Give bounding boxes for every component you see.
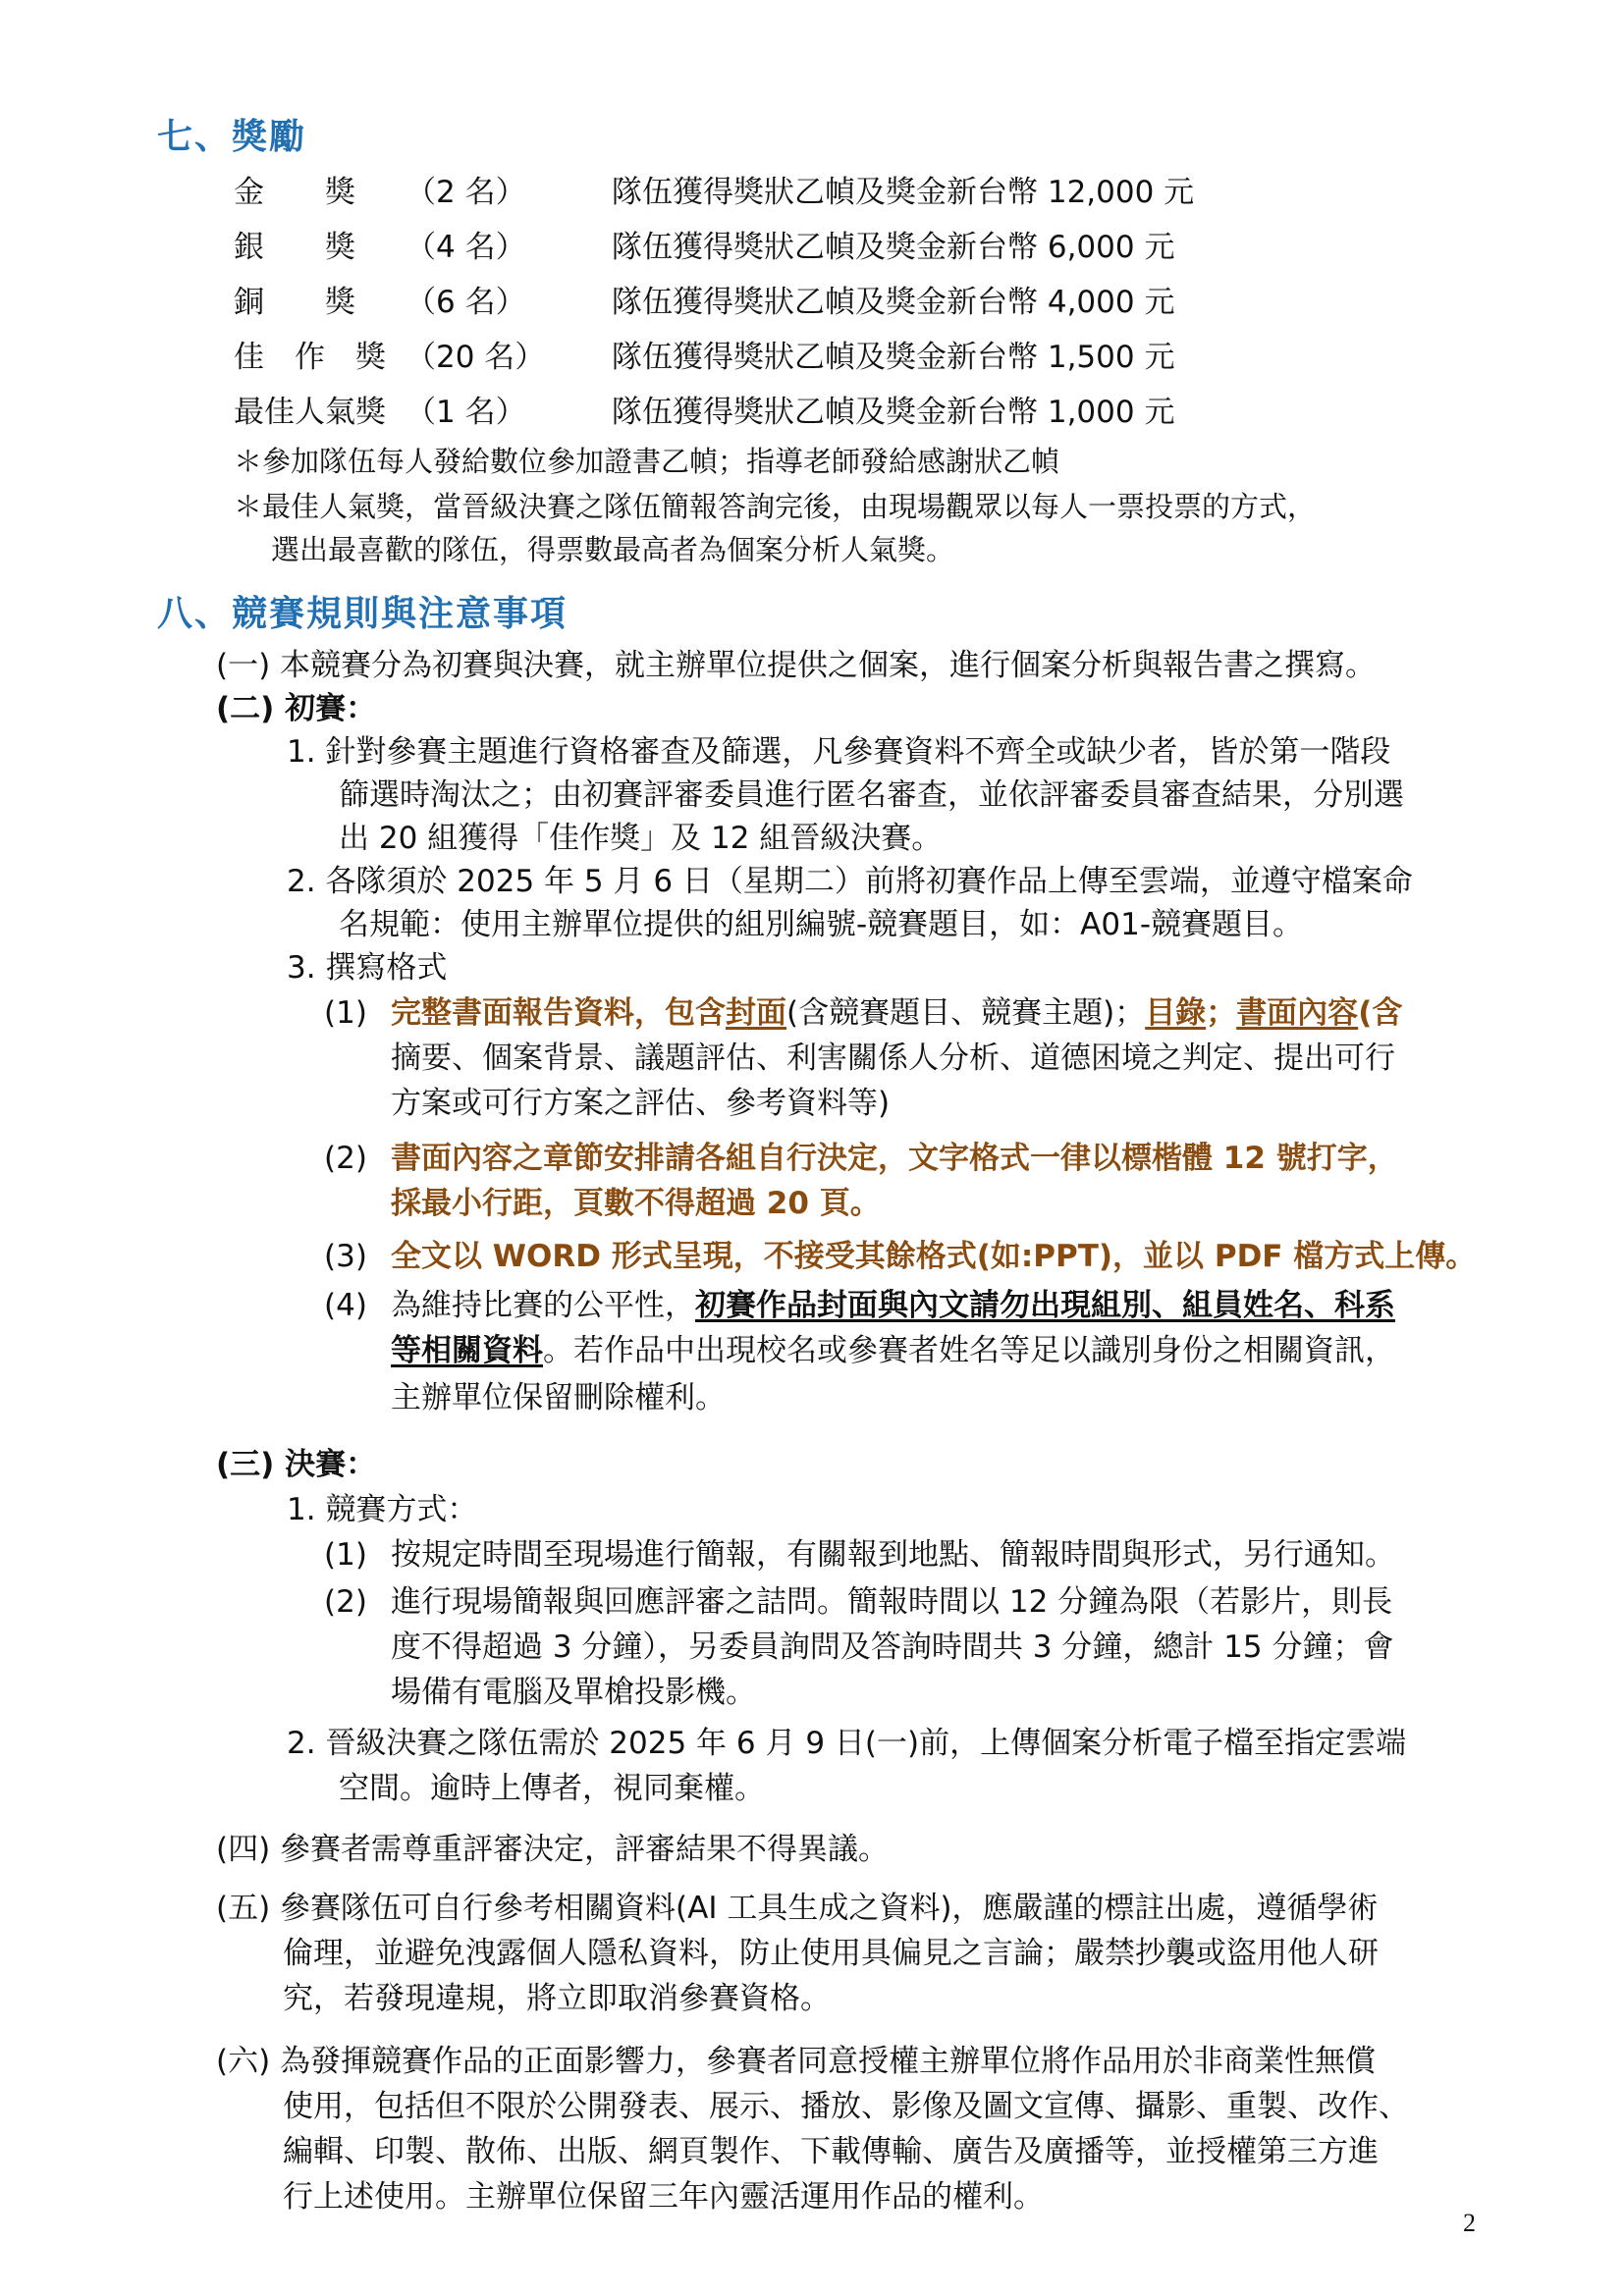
format-1-line-1 xyxy=(391,993,1402,1033)
award-name: 銀 獎 xyxy=(234,230,355,265)
rule-3-item-1: 1. 競賽方式： xyxy=(287,1492,478,1527)
award-note-1: ＊參加隊伍每人發給數位參加證書乙幀；指導老師發給感謝狀乙幀 xyxy=(234,445,1060,478)
rule-6-line-3: 編輯、印製、散佈、出版、網頁製作、下載傳輸、廣告及廣播等，並授權第三方進 xyxy=(283,2134,1379,2169)
format-1-line-3: 方案或可行方案之評估、參考資料等) xyxy=(391,1086,891,1121)
format-1-number: (1) xyxy=(324,995,367,1031)
award-desc: 隊伍獲得獎狀乙幀及獎金新台幣 4,000 元 xyxy=(612,285,1175,320)
format-1-text-g: (含 xyxy=(1358,995,1403,1031)
format-4-line-2 xyxy=(391,1331,1395,1370)
format-1-line-2: 摘要、個案背景、議題評估、利害關係人分析、道德困境之判定、提出可行 xyxy=(391,1041,1395,1076)
award-count: （6 名） xyxy=(406,285,526,320)
format-4-text-b: 初賽作品封面與內文請勿出現組別、組員姓名、科系 xyxy=(695,1288,1395,1323)
award-note-2-line-2: 選出最喜歡的隊伍，得票數最高者為個案分析人氣獎。 xyxy=(271,533,955,566)
format-1-text-c: (含競賽題目、競賽主題)； xyxy=(786,995,1146,1031)
format-1-text-e: ； xyxy=(1206,995,1237,1031)
format-4-text-a: 為維持比賽的公平性， xyxy=(391,1288,695,1323)
rule-2-item-1-line-2: 篩選時淘汰之；由初賽評審委員進行匿名審查，並依評審委員審查結果，分別選 xyxy=(339,777,1404,813)
rule-1: (一) 本競賽分為初賽與決賽，就主辦單位提供之個案，進行個案分析與報告書之撰寫。 xyxy=(216,648,1377,683)
section-7-title: 七、獎勵 xyxy=(157,117,307,157)
format-1-cover: 封面 xyxy=(726,995,786,1031)
final-2-line-3: 場備有電腦及單槍投影機。 xyxy=(391,1675,756,1710)
format-4-line-1 xyxy=(391,1286,1395,1325)
rule-6-line-2: 使用，包括但不限於公開發表、展示、播放、影像及圖文宣傳、攝影、重製、改作、 xyxy=(283,2089,1409,2124)
award-desc: 隊伍獲得獎狀乙幀及獎金新台幣 6,000 元 xyxy=(612,230,1175,265)
section-8-title: 八、競賽規則與注意事項 xyxy=(157,594,568,634)
rule-2-item-1-line-1: 1. 針對參賽主題進行資格審查及篩選，凡參賽資料不齊全或缺少者，皆於第一階段 xyxy=(287,734,1391,770)
rule-3-item-2-line-2: 空間。逾時上傳者，視同棄權。 xyxy=(339,1771,765,1806)
format-3-number: (3) xyxy=(324,1239,367,1274)
rule-2-item-3: 3. 撰寫格式 xyxy=(287,950,448,986)
format-4-number: (4) xyxy=(324,1288,367,1323)
format-1-toc: 目錄 xyxy=(1145,995,1207,1031)
rule-6-line-4: 行上述使用。主辦單位保留三年內靈活運用作品的權利。 xyxy=(283,2179,1044,2215)
final-2-line-2: 度不得超過 3 分鐘），另委員詢問及答詢時間共 3 分鐘，總計 15 分鐘；會 xyxy=(391,1629,1394,1665)
award-row-silver xyxy=(234,228,1174,267)
award-row-bronze xyxy=(234,283,1174,322)
rule-2-item-1-line-3: 出 20 組獲得「佳作獎」及 12 組晉級決賽。 xyxy=(339,821,943,856)
final-1-line-1: 按規定時間至現場進行簡報，有關報到地點、簡報時間與形式，另行通知。 xyxy=(391,1537,1395,1573)
rule-5-line-1: (五) 參賽隊伍可自行參考相關資料(AI 工具生成之資料)，應嚴謹的標註出處，遵循學術 xyxy=(216,1891,1379,1926)
award-name: 銅 獎 xyxy=(234,285,355,320)
award-name: 最佳人氣獎 xyxy=(234,395,386,430)
format-1-content: 書面內容 xyxy=(1236,995,1359,1031)
award-desc: 隊伍獲得獎狀乙幀及獎金新台幣 1,500 元 xyxy=(612,340,1175,375)
format-1-text-a: 完整書面報告資料，包含 xyxy=(391,995,726,1031)
rule-3-heading: (三) 決賽： xyxy=(216,1447,377,1482)
format-4-line-3: 主辦單位保留刪除權利。 xyxy=(391,1380,726,1415)
rule-2-item-2-line-2: 名規範：使用主辦單位提供的組別編號-競賽題目，如：A01-競賽題目。 xyxy=(339,907,1304,942)
award-count: （2 名） xyxy=(406,175,526,210)
rule-2-item-2-line-1: 2. 各隊須於 2025 年 5 月 6 日（星期二）前將初賽作品上傳至雲端，並遵守檔案命 xyxy=(287,864,1413,899)
rule-4: (四) 參賽者需尊重評審決定，評審結果不得異議。 xyxy=(216,1832,890,1867)
award-desc: 隊伍獲得獎狀乙幀及獎金新台幣 12,000 元 xyxy=(612,175,1195,210)
award-row-popularity xyxy=(234,393,1174,432)
format-2-line-1: 書面內容之章節安排請各組自行決定，文字格式一律以標楷體 12 號打字， xyxy=(391,1141,1398,1176)
rule-3-item-2-line-1: 2. 晉級決賽之隊伍需於 2025 年 6 月 9 日(一)前，上傳個案分析電子檔至指定雲端 xyxy=(287,1726,1407,1761)
award-name: 金 獎 xyxy=(234,175,355,210)
rule-5-line-3: 究，若發現違規，將立即取消參賽資格。 xyxy=(283,1981,831,2016)
award-count: （4 名） xyxy=(406,230,526,265)
format-2-number: (2) xyxy=(324,1141,367,1176)
final-1-number: (1) xyxy=(324,1537,367,1573)
format-4-text-c: 等相關資料 xyxy=(391,1333,543,1368)
award-count: （1 名） xyxy=(406,395,526,430)
final-2-line-1: 進行現場簡報與回應評審之詰問。簡報時間以 12 分鐘為限（若影片，則長 xyxy=(391,1584,1393,1620)
page-number: 2 xyxy=(1463,2209,1476,2237)
award-name: 佳 作 獎 xyxy=(234,340,386,375)
format-2-line-2: 採最小行距，頁數不得超過 20 頁。 xyxy=(391,1186,881,1221)
award-row-merit xyxy=(234,338,1174,377)
format-3-line-1: 全文以 WORD 形式呈現，不接受其餘格式(如:PPT)，並以 PDF 檔方式上傳。 xyxy=(391,1239,1477,1274)
final-2-number: (2) xyxy=(324,1584,367,1620)
award-desc: 隊伍獲得獎狀乙幀及獎金新台幣 1,000 元 xyxy=(612,395,1175,430)
rule-5-line-2: 倫理，並避免洩露個人隱私資料，防止使用具偏見之言論；嚴禁抄襲或盜用他人研 xyxy=(283,1936,1379,1971)
format-4-text-d: 。若作品中出現校名或參賽者姓名等足以識別身份之相關資訊， xyxy=(543,1333,1395,1368)
rule-6-line-1: (六) 為發揮競賽作品的正面影響力，參賽者同意授權主辦單位將作品用於非商業性無償 xyxy=(216,2044,1377,2079)
rule-2-heading: (二) 初賽： xyxy=(216,691,377,726)
award-row-gold xyxy=(234,173,1194,212)
award-count: （20 名） xyxy=(406,340,546,375)
award-note-2-line-1: ＊最佳人氣獎，當晉級決賽之隊伍簡報答詢完後，由現場觀眾以每人一票投票的方式， xyxy=(234,490,1317,523)
